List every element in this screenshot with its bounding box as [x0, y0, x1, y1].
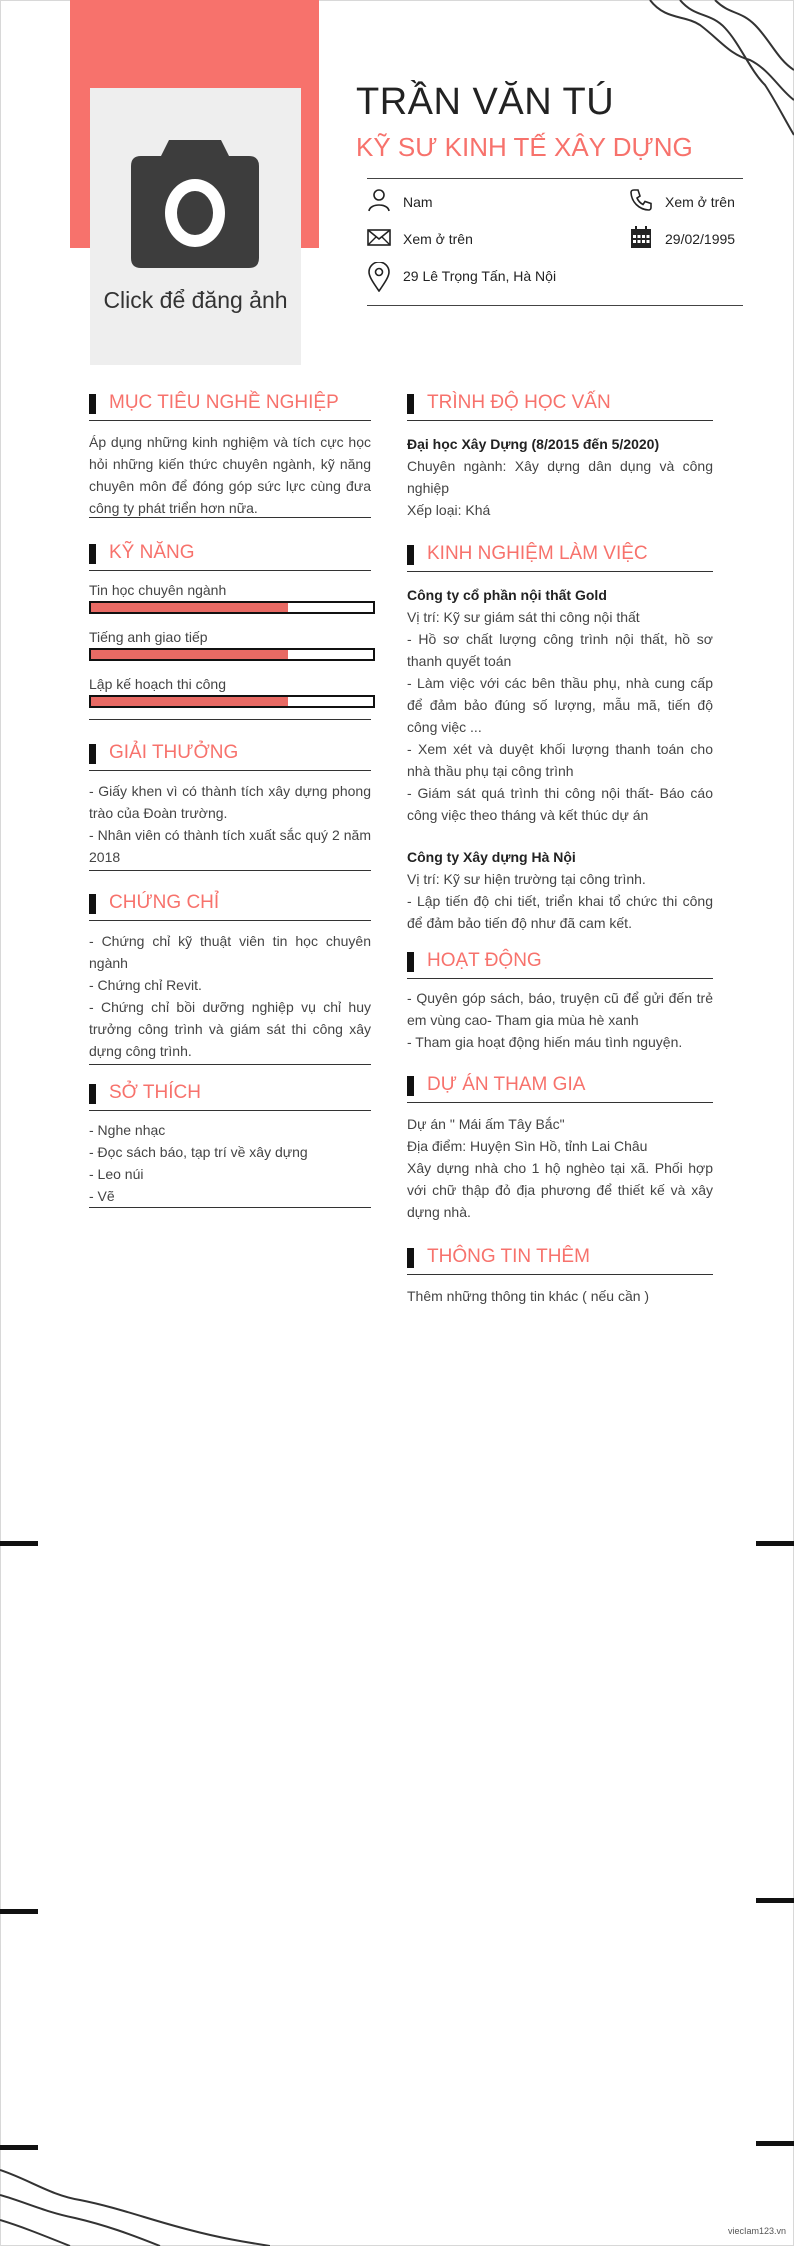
list-item: - Giám sát quá trình thi công nội thất- Báo cáo công việc theo tháng và kết thúc dự án [407, 785, 713, 823]
activities-text [407, 987, 713, 1053]
skills-title: KỸ NĂNG [109, 542, 195, 564]
edge-mark [0, 1541, 38, 1546]
section-underline [407, 978, 713, 979]
section-marker [407, 394, 414, 414]
skill-label: Tiếng anh giao tiếp [89, 629, 208, 645]
list-item: - Chứng chỉ bồi dưỡng nghiệp vụ chỉ huy trưởng công trình và giám sát thi công xây dựng công trình. [89, 999, 371, 1059]
list-item: - Chứng chỉ Revit. [89, 977, 202, 993]
objective-title: MỤC TIÊU NGHỀ NGHIỆP [109, 392, 339, 414]
objective-text: Áp dụng những kinh nghiệm và tích cực học hỏi những kiến thức chuyên ngành, kỹ năng chuyên môn để đóng góp sức lực cùng đưa công ty phát triển hơn nữa. [89, 434, 371, 516]
section-underline [89, 420, 371, 421]
address-text: 29 Lê Trọng Tấn, Hà Nội [403, 268, 557, 284]
skill-bar [89, 648, 375, 661]
list-item: Dự án " Mái ấm Tây Bắc" [407, 1116, 565, 1132]
candidate-name: TRẦN VĂN TÚ [356, 81, 615, 123]
list-item: - Giấy khen vì có thành tích xây dựng phong trào của Đoàn trường. [89, 783, 371, 821]
section-marker [89, 394, 96, 414]
skill-fill [91, 603, 288, 612]
section-underline [407, 1274, 713, 1275]
section-marker [407, 545, 414, 565]
list-item: - Tham gia hoạt động hiến máu tình nguyện. [407, 1034, 683, 1050]
photo-placeholder[interactable] [90, 88, 301, 365]
projects-title: DỰ ÁN THAM GIA [427, 1074, 585, 1096]
list-item: Vị trí: Kỹ sư giám sát thi công nội thất [407, 609, 640, 625]
experience-text [407, 584, 713, 934]
edge-mark [756, 1898, 794, 1903]
section-underline [89, 920, 371, 921]
wave-decoration-top [640, 0, 794, 150]
certificates-divider [89, 1064, 371, 1065]
wave-decoration-bottom [0, 2150, 270, 2246]
rank: Xếp loại: Khá [407, 502, 491, 518]
skill-bar [89, 695, 375, 708]
gender-text: Nam [403, 194, 433, 210]
skill-fill [91, 650, 288, 659]
section-underline [89, 570, 371, 571]
objective-divider [89, 517, 371, 518]
phone-icon [629, 188, 653, 212]
certificates-title: CHỨNG CHỈ [109, 892, 219, 914]
list-item: Địa điểm: Huyện Sìn Hồ, tỉnh Lai Châu [407, 1138, 648, 1154]
birthday-text: 29/02/1995 [665, 231, 736, 247]
list-item: - Lập tiến độ chi tiết, triển khai tổ chức thi công để đảm bảo tiến độ như đã cam kết. [407, 893, 713, 931]
extra-info-title: THÔNG TIN THÊM [427, 1246, 590, 1268]
list-item: Vị trí: Kỹ sư hiện trường tại công trình. [407, 871, 646, 887]
job-title: KỸ SƯ KINH TẾ XÂY DỰNG [356, 132, 693, 162]
list-item: - Chứng chỉ kỹ thuật viên tin học chuyên ngành [89, 933, 371, 971]
hobbies-title: SỞ THÍCH [109, 1082, 201, 1104]
calendar-icon [629, 225, 653, 249]
edge-mark [0, 1909, 38, 1914]
school-name: Đại học Xây Dựng (8/2015 đến 5/2020) [407, 436, 660, 452]
section-underline [89, 770, 371, 771]
experience-title: KINH NGHIỆM LÀM VIỆC [427, 543, 648, 565]
list-item: Xây dựng nhà cho 1 hộ nghèo tại xã. Phối hợp với chữ thập đỏ địa phương để thiết kế và xây dựng nhà. [407, 1160, 713, 1220]
section-underline [407, 1102, 713, 1103]
phone-text: Xem ở trên [665, 194, 735, 210]
section-marker [89, 1084, 96, 1104]
skills-divider [89, 719, 371, 720]
company-name: Công ty Xây dựng Hà Nội [407, 849, 576, 865]
email-text: Xem ở trên [403, 231, 473, 247]
contact-top-divider [367, 178, 743, 179]
section-underline [407, 420, 713, 421]
skill-bar [89, 601, 375, 614]
section-underline [407, 571, 713, 572]
education-title: TRÌNH ĐỘ HỌC VẤN [427, 392, 611, 414]
certificates-text [89, 930, 371, 1062]
edge-mark [756, 1541, 794, 1546]
user-icon [367, 188, 391, 212]
list-item: - Đọc sách báo, tạp trí về xây dựng [89, 1144, 308, 1160]
section-underline [89, 1110, 371, 1111]
list-item: - Leo núi [89, 1166, 144, 1182]
list-item: - Hồ sơ chất lượng công trình nội thất, hồ sơ thanh quyết toán [407, 631, 713, 669]
awards-title: GIẢI THƯỞNG [109, 742, 238, 764]
projects-text [407, 1113, 713, 1223]
envelope-icon [367, 225, 391, 249]
list-item: - Xem xét và duyệt khối lượng thanh toán cho nhà thầu phụ tại công trình [407, 741, 713, 779]
skill-fill [91, 697, 288, 706]
section-marker [407, 952, 414, 972]
section-marker [89, 544, 96, 564]
list-item: - Nghe nhạc [89, 1122, 166, 1138]
hobbies-text [89, 1119, 371, 1207]
education-text [407, 433, 713, 521]
contact-bottom-divider [367, 305, 743, 306]
list-item: - Nhân viên có thành tích xuất sắc quý 2 năm 2018 [89, 827, 371, 865]
section-marker [407, 1248, 414, 1268]
section-marker [89, 744, 96, 764]
awards-text [89, 780, 371, 868]
major: Chuyên ngành: Xây dựng dân dụng và công nghiệp [407, 458, 713, 496]
awards-divider [89, 870, 371, 871]
skill-label: Lập kế hoạch thi công [89, 676, 226, 692]
skill-label: Tin học chuyên ngành [89, 582, 227, 598]
section-marker [89, 894, 96, 914]
photo-caption: Click để đăng ảnh [103, 287, 288, 313]
location-pin-icon [367, 262, 391, 292]
company-name: Công ty cổ phần nội thất Gold [407, 587, 607, 603]
hobbies-divider [89, 1207, 371, 1208]
activities-title: HOẠT ĐỘNG [427, 950, 542, 972]
camera-icon [131, 128, 259, 268]
edge-mark [0, 2145, 38, 2150]
extra-info-text: Thêm những thông tin khác ( nếu cần ) [407, 1288, 650, 1304]
list-item: - Làm việc với các bên thầu phụ, nhà cung cấp để đảm bảo đúng số lượng, mẫu mã, tiến độ công việc ... [407, 675, 713, 735]
watermark: viecIam123.vn [727, 2226, 786, 2236]
list-item: - Vẽ [89, 1188, 115, 1204]
edge-mark [756, 2141, 794, 2146]
list-item: - Quyên góp sách, báo, truyện cũ để gửi đến trẻ em vùng cao- Tham gia mùa hè xanh [407, 990, 713, 1028]
section-marker [407, 1076, 414, 1096]
